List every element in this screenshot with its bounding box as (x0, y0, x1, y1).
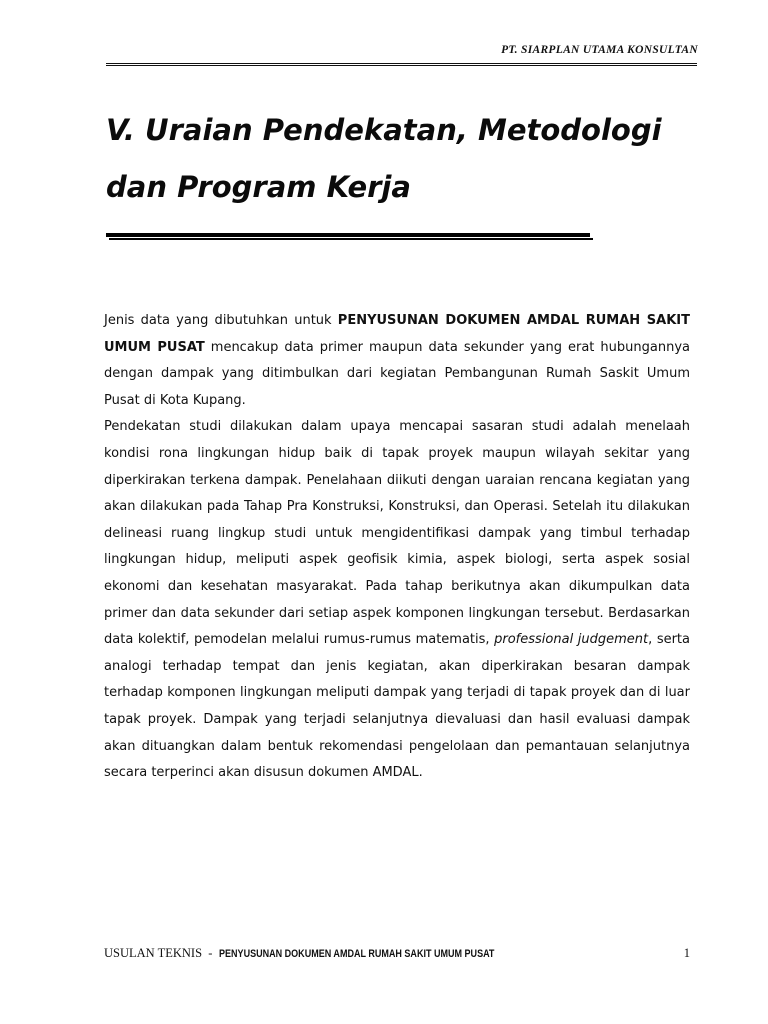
title-line-2: dan Program Kerja (106, 170, 411, 204)
paragraph-2 (104, 414, 690, 786)
p1-text-a: Jenis data yang dibutuhkan untuk (104, 313, 338, 328)
title-line-1: V. Uraian Pendekatan, Metodologi (106, 113, 662, 147)
paragraph-1 (104, 308, 690, 414)
page-number: 1 (683, 946, 690, 960)
p2-italic-term: professional judgement (494, 632, 649, 648)
footer-label: USULAN TEKNIS - (104, 946, 219, 960)
title-underline-shadow (109, 238, 593, 240)
header-company: PT. SIARPLAN UTAMA KONSULTAN (501, 44, 698, 56)
page-footer (104, 946, 690, 961)
p1-text-b: mencakup data primer maupun data sekunder yang erat hubungannya dengan dampak yang ditimbulkan dari kegiatan Pembangunan Rumah Saskit Umum Pusat di Kota Kupang. (104, 339, 690, 408)
p2-text-b: , serta analogi terhadap tempat dan jenis kegiatan, akan diperkirakan besaran dampak terhadap komponen lingkungan meliputi dampak yang terjadi di tapak proyek dan di luar tapak proyek. Dampak yang terjadi selanjutnya dievaluasi dan hasil evaluasi dampak akan dituangkan dalam bentuk rekomendasi pengelolaan dan pemantauan selanjutnya secara terperinci akan disusun dokumen AMDAL. (104, 632, 690, 781)
title-underline (106, 233, 590, 237)
body-text (104, 308, 690, 787)
section-title (106, 102, 726, 216)
p2-text-a: Pendekatan studi dilakukan dalam upaya mencapai sasaran studi adalah menelaah kondisi rona lingkungan hidup baik di tapak proyek maupun wilayah sekitar yang diperkirakan terkena dampak. Penelahaan diikuti dengan uaraian rencana kegiatan yang akan dilakukan pada Tahap Pra Konstruksi, Konstruksi, dan Operasi. Setelah itu dilakukan delineasi ruang lingkup studi untuk mengidentifikasi dampak yang timbul terhadap lingkungan hidup, meliputi aspek geofisik kimia, aspek biologi, serta aspek sosial ekonomi dan kesehatan masyarakat. Pada tahap berikutnya akan dikumpulkan data primer dan data sekunder dari setiap aspek komponen lingkungan tersebut. Berdasarkan data kolektif, pemodelan melalui rumus-rumus matematis, (104, 419, 690, 648)
footer-document-title: PENYUSUNAN DOKUMEN AMDAL RUMAH SAKIT UMUM PUSAT (218, 948, 495, 960)
p1-project-name: PENYUSUNAN DOKUMEN AMDAL RUMAH SAKIT UMUM PUSAT (104, 313, 690, 355)
header-rule (106, 63, 697, 66)
